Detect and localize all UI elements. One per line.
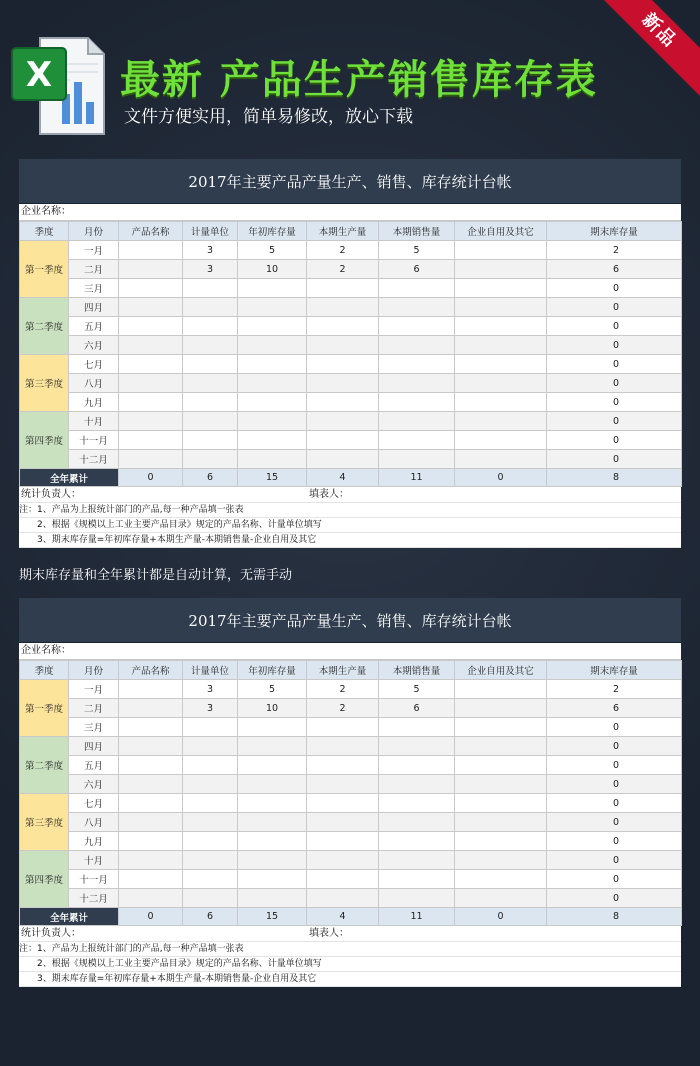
cell-product[interactable] [119,813,183,832]
cell-opening[interactable] [238,832,307,851]
column-header: 月份 [69,222,119,241]
cell-closing: 0 [547,374,682,393]
note-line: 3、期末库存量=年初库存量+本期生产量-本期销售量-企业自用及其它 [19,533,681,548]
cell-unit[interactable] [183,851,238,870]
cell-own-use[interactable] [455,680,547,699]
table-row [20,374,682,393]
cell-product[interactable] [119,832,183,851]
cell-unit[interactable] [183,832,238,851]
table-row [20,832,682,851]
signature-row [19,926,681,942]
total-closing: 8 [547,908,682,926]
cell-closing: 0 [547,870,682,889]
cell-product[interactable] [119,450,183,469]
cell-own-use[interactable] [455,393,547,412]
cell-closing: 6 [547,699,682,718]
cell-produced[interactable] [307,737,379,756]
cell-unit[interactable] [183,718,238,737]
cell-own-use[interactable] [455,699,547,718]
total-own-use: 0 [455,469,547,487]
cell-opening[interactable] [238,813,307,832]
cell-unit[interactable] [183,889,238,908]
total-label: 全年累计 [20,908,119,926]
cell-product[interactable] [119,794,183,813]
cell-sold[interactable]: 6 [379,260,455,279]
table-row [20,870,682,889]
cell-own-use[interactable] [455,737,547,756]
total-sold: 11 [379,908,455,926]
table-header-row [20,222,682,241]
cell-closing: 0 [547,775,682,794]
cell-opening[interactable]: 10 [238,260,307,279]
cell-closing: 2 [547,241,682,260]
cell-opening[interactable] [238,317,307,336]
cell-own-use[interactable] [455,412,547,431]
cell-product[interactable] [119,718,183,737]
cell-sold[interactable] [379,431,455,450]
month-cell: 三月 [69,279,119,298]
cell-produced[interactable] [307,813,379,832]
cell-product[interactable] [119,756,183,775]
month-cell: 三月 [69,718,119,737]
quarter-label: 第二季度 [20,737,69,794]
column-header: 季度 [20,222,69,241]
cell-sold[interactable] [379,813,455,832]
cell-unit[interactable] [183,431,238,450]
cell-own-use[interactable] [455,851,547,870]
banner-headline: 最新 产品生产销售库存表 [120,57,598,103]
cell-sold[interactable] [379,756,455,775]
banner [0,0,700,150]
caption: 期末库存量和全年累计都是自动计算，无需手动 [19,568,293,583]
cell-opening[interactable] [238,889,307,908]
table-row [20,241,682,260]
cell-sold[interactable] [379,393,455,412]
cell-sold[interactable] [379,737,455,756]
cell-product[interactable] [119,680,183,699]
column-header: 计量单位 [183,222,238,241]
table-row [20,260,682,279]
cell-unit[interactable] [183,412,238,431]
total-produced: 4 [307,908,379,926]
table-row [20,851,682,870]
month-cell: 四月 [69,737,119,756]
total-sold: 11 [379,469,455,487]
cell-produced[interactable] [307,336,379,355]
cell-produced[interactable] [307,393,379,412]
cell-sold[interactable]: 5 [379,241,455,260]
cell-own-use[interactable] [455,718,547,737]
cell-sold[interactable] [379,832,455,851]
cell-closing: 0 [547,718,682,737]
cell-product[interactable] [119,393,183,412]
total-row [20,469,682,487]
table-row [20,718,682,737]
cell-sold[interactable] [379,317,455,336]
cell-product[interactable] [119,241,183,260]
cell-unit[interactable] [183,756,238,775]
cell-produced[interactable] [307,317,379,336]
excel-file-icon [10,34,106,138]
cell-sold[interactable] [379,374,455,393]
month-cell: 十二月 [69,450,119,469]
cell-opening[interactable] [238,336,307,355]
cell-sold[interactable] [379,450,455,469]
table-row [20,775,682,794]
column-header: 季度 [20,661,69,680]
inventory-table [19,221,682,487]
cell-produced[interactable] [307,756,379,775]
cell-sold[interactable] [379,355,455,374]
cell-own-use[interactable] [455,374,547,393]
cell-unit[interactable]: 3 [183,699,238,718]
cell-produced[interactable] [307,832,379,851]
table-row [20,336,682,355]
cell-own-use[interactable] [455,431,547,450]
cell-opening[interactable] [238,279,307,298]
cell-own-use[interactable] [455,260,547,279]
total-opening: 15 [238,908,307,926]
quarter-label: 第三季度 [20,355,69,412]
new-badge: 新品 [594,0,700,96]
table-row [20,737,682,756]
total-label: 全年累计 [20,469,119,487]
cell-produced[interactable] [307,870,379,889]
cell-opening[interactable] [238,870,307,889]
column-header: 本期销售量 [379,661,455,680]
total-unit: 6 [183,908,238,926]
cell-unit[interactable] [183,775,238,794]
cell-opening[interactable] [238,298,307,317]
table-row [20,699,682,718]
month-cell: 九月 [69,393,119,412]
filler-label: 填表人： [309,928,349,939]
cell-produced[interactable] [307,374,379,393]
note-line: 3、期末库存量=年初库存量+本期生产量-本期销售量-企业自用及其它 [19,972,681,987]
month-cell: 一月 [69,241,119,260]
cell-sold[interactable] [379,775,455,794]
column-header: 本期生产量 [307,661,379,680]
cell-own-use[interactable] [455,336,547,355]
cell-unit[interactable]: 3 [183,680,238,699]
cell-sold[interactable] [379,336,455,355]
month-cell: 十二月 [69,889,119,908]
cell-unit[interactable] [183,317,238,336]
month-cell: 一月 [69,680,119,699]
quarter-label: 第一季度 [20,241,69,298]
inventory-sheet-2 [19,598,681,987]
cell-sold[interactable] [379,412,455,431]
table-row [20,393,682,412]
table-row [20,412,682,431]
cell-product[interactable] [119,737,183,756]
cell-closing: 0 [547,737,682,756]
total-produced: 4 [307,469,379,487]
cell-produced[interactable]: 2 [307,680,379,699]
cell-opening[interactable] [238,393,307,412]
cell-opening[interactable] [238,718,307,737]
quarter-label: 第四季度 [20,412,69,469]
cell-opening[interactable]: 5 [238,241,307,260]
cell-closing: 0 [547,355,682,374]
cell-produced[interactable] [307,775,379,794]
cell-closing: 0 [547,756,682,775]
table-row [20,317,682,336]
total-own-use: 0 [455,908,547,926]
cell-product[interactable] [119,699,183,718]
cell-product[interactable] [119,889,183,908]
cell-sold[interactable] [379,870,455,889]
cell-own-use[interactable] [455,832,547,851]
cell-opening[interactable] [238,737,307,756]
month-cell: 六月 [69,336,119,355]
cell-opening[interactable] [238,775,307,794]
cell-produced[interactable]: 2 [307,260,379,279]
note-line: 2、根据《规模以上工业主要产品目录》规定的产品名称、计量单位填写 [19,518,681,533]
cell-closing: 0 [547,813,682,832]
cell-product[interactable] [119,279,183,298]
cell-produced[interactable] [307,431,379,450]
column-header: 月份 [69,661,119,680]
cell-unit[interactable] [183,450,238,469]
cell-own-use[interactable] [455,756,547,775]
cell-own-use[interactable] [455,775,547,794]
month-cell: 六月 [69,775,119,794]
month-cell: 七月 [69,794,119,813]
table-row [20,756,682,775]
cell-sold[interactable]: 5 [379,680,455,699]
note-line: 2、根据《规模以上工业主要产品目录》规定的产品名称、计量单位填写 [19,957,681,972]
cell-own-use[interactable] [455,355,547,374]
sheet-title: 2017年主要产品产量生产、销售、库存统计台帐 [19,598,681,643]
cell-sold[interactable] [379,279,455,298]
cell-sold[interactable] [379,794,455,813]
cell-unit[interactable] [183,355,238,374]
month-cell: 八月 [69,374,119,393]
cell-own-use[interactable] [455,279,547,298]
cell-own-use[interactable] [455,813,547,832]
column-header: 产品名称 [119,222,183,241]
quarter-label: 第四季度 [20,851,69,908]
cell-product[interactable] [119,775,183,794]
cell-opening[interactable] [238,851,307,870]
cell-own-use[interactable] [455,889,547,908]
table-header-row [20,661,682,680]
cell-produced[interactable] [307,794,379,813]
column-header: 本期生产量 [307,222,379,241]
month-cell: 十月 [69,851,119,870]
cell-closing: 0 [547,317,682,336]
table-row [20,794,682,813]
cell-opening[interactable]: 10 [238,699,307,718]
cell-sold[interactable] [379,889,455,908]
table-row [20,355,682,374]
quarter-label: 第二季度 [20,298,69,355]
signature-row [19,487,681,503]
cell-closing: 0 [547,336,682,355]
table-row [20,450,682,469]
cell-product[interactable] [119,412,183,431]
cell-opening[interactable]: 5 [238,680,307,699]
cell-opening[interactable] [238,355,307,374]
table-row [20,680,682,699]
quarter-label: 第一季度 [20,680,69,737]
cell-unit[interactable]: 3 [183,260,238,279]
cell-produced[interactable]: 2 [307,699,379,718]
column-header: 期末库存量 [547,222,682,241]
cell-closing: 6 [547,260,682,279]
column-header: 产品名称 [119,661,183,680]
cell-closing: 0 [547,832,682,851]
company-name-label: 企业名称： [19,643,681,660]
inventory-sheet-1 [19,159,681,548]
table-row [20,431,682,450]
cell-product[interactable] [119,355,183,374]
cell-opening[interactable] [238,412,307,431]
month-cell: 四月 [69,298,119,317]
cell-product[interactable] [119,374,183,393]
cell-unit[interactable] [183,794,238,813]
cell-product[interactable] [119,851,183,870]
month-cell: 十月 [69,412,119,431]
cell-produced[interactable] [307,718,379,737]
total-unit: 6 [183,469,238,487]
cell-product[interactable] [119,431,183,450]
cell-produced[interactable] [307,355,379,374]
total-closing: 8 [547,469,682,487]
cell-closing: 0 [547,450,682,469]
column-header: 计量单位 [183,661,238,680]
cell-unit[interactable] [183,374,238,393]
cell-unit[interactable] [183,813,238,832]
month-cell: 七月 [69,355,119,374]
column-header: 年初库存量 [238,222,307,241]
cell-closing: 0 [547,794,682,813]
cell-produced[interactable] [307,889,379,908]
cell-product[interactable] [119,870,183,889]
month-cell: 八月 [69,813,119,832]
cell-opening[interactable] [238,450,307,469]
responsible-label: 统计负责人： [21,489,81,500]
cell-product[interactable] [119,336,183,355]
cell-opening[interactable] [238,794,307,813]
cell-unit[interactable] [183,298,238,317]
column-header: 企业自用及其它 [455,222,547,241]
svg-text:X: X [25,55,53,95]
cell-sold[interactable]: 6 [379,699,455,718]
cell-produced[interactable] [307,279,379,298]
table-row [20,813,682,832]
month-cell: 二月 [69,260,119,279]
cell-own-use[interactable] [455,317,547,336]
total-product: 0 [119,908,183,926]
column-header: 本期销售量 [379,222,455,241]
cell-unit[interactable] [183,279,238,298]
cell-own-use[interactable] [455,870,547,889]
sheet-title: 2017年主要产品产量生产、销售、库存统计台帐 [19,159,681,204]
responsible-label: 统计负责人： [21,928,81,939]
cell-closing: 0 [547,851,682,870]
cell-product[interactable] [119,298,183,317]
cell-own-use[interactable] [455,298,547,317]
month-cell: 二月 [69,699,119,718]
cell-closing: 2 [547,680,682,699]
cell-closing: 0 [547,889,682,908]
cell-unit[interactable] [183,870,238,889]
table-row [20,298,682,317]
total-row [20,908,682,926]
month-cell: 九月 [69,832,119,851]
quarter-label: 第三季度 [20,794,69,851]
note-line: 注：1、产品为上报统计部门的产品,每一种产品填一张表 [19,503,681,518]
cell-closing: 0 [547,393,682,412]
table-row [20,889,682,908]
cell-own-use[interactable] [455,450,547,469]
cell-opening[interactable] [238,431,307,450]
total-opening: 15 [238,469,307,487]
cell-produced[interactable] [307,851,379,870]
cell-closing: 0 [547,298,682,317]
cell-unit[interactable]: 3 [183,241,238,260]
column-header: 期末库存量 [547,661,682,680]
cell-product[interactable] [119,260,183,279]
banner-subline: 文件方便实用，简单易修改，放心下载 [124,107,413,127]
cell-produced[interactable] [307,412,379,431]
cell-produced[interactable] [307,298,379,317]
total-product: 0 [119,469,183,487]
cell-unit[interactable] [183,336,238,355]
month-cell: 五月 [69,317,119,336]
inventory-table [19,660,682,926]
cell-own-use[interactable] [455,794,547,813]
cell-closing: 0 [547,279,682,298]
column-header: 年初库存量 [238,661,307,680]
cell-sold[interactable] [379,718,455,737]
cell-closing: 0 [547,412,682,431]
column-header: 企业自用及其它 [455,661,547,680]
cell-unit[interactable] [183,737,238,756]
filler-label: 填表人： [309,489,349,500]
cell-opening[interactable] [238,374,307,393]
cell-sold[interactable] [379,298,455,317]
cell-unit[interactable] [183,393,238,412]
cell-product[interactable] [119,317,183,336]
month-cell: 五月 [69,756,119,775]
cell-own-use[interactable] [455,241,547,260]
table-row [20,279,682,298]
company-name-label: 企业名称： [19,204,681,221]
cell-produced[interactable]: 2 [307,241,379,260]
cell-sold[interactable] [379,851,455,870]
month-cell: 十一月 [69,870,119,889]
month-cell: 十一月 [69,431,119,450]
cell-closing: 0 [547,431,682,450]
cell-produced[interactable] [307,450,379,469]
cell-opening[interactable] [238,756,307,775]
note-line: 注：1、产品为上报统计部门的产品,每一种产品填一张表 [19,942,681,957]
